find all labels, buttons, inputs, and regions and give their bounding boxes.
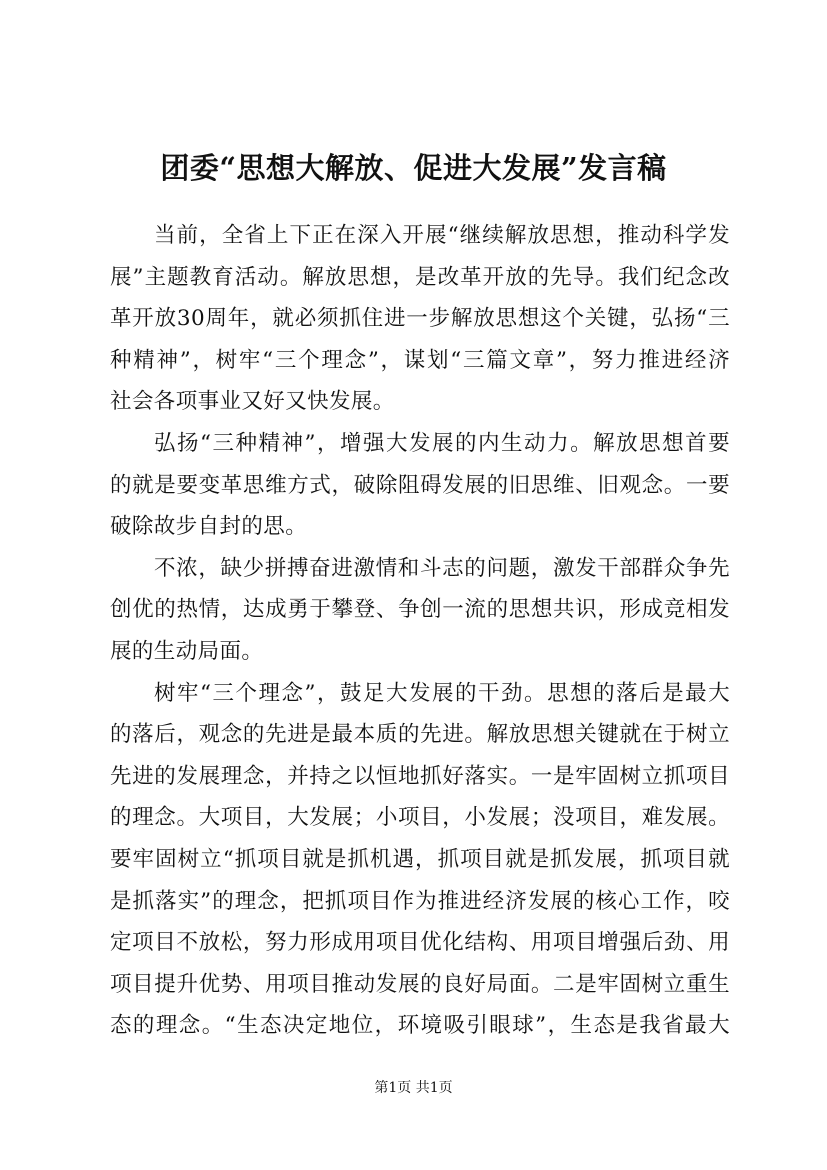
- text-line: 不浓，缺少拼搏奋进激情和斗志的问题，激发干部群众争先: [154, 555, 730, 581]
- text-line: 要牢固树立“抓项目就是抓机遇，抓项目就是抓发展，抓项目就: [110, 846, 730, 872]
- text-line: 革开放30周年，就必须抓住进一步解放思想这个关键，弘扬“三: [110, 306, 730, 332]
- text-line: 定项目不放松，努力形成用项目优化结构、用项目增强后劲、用: [110, 930, 730, 956]
- text-line: 是抓落实”的理念，把抓项目作为推进经济发展的核心工作，咬: [110, 888, 730, 914]
- text-line: 的就是要变革思维方式，破除阻碍发展的旧思维、旧观念。一要: [110, 472, 730, 498]
- text-line: 态的理念。“生态决定地位，环境吸引眼球”，生态是我省最大: [110, 1013, 730, 1039]
- text-line: 展的生动局面。: [110, 638, 264, 664]
- body-text: [110, 215, 730, 1047]
- page-footer: 第1页 共1页: [374, 1080, 453, 1096]
- text-line: 种精神”，树牢“三个理念”，谋划“三篇文章”，努力推进经济: [110, 347, 730, 373]
- text-line: 社会各项事业又好又快发展。: [110, 389, 395, 415]
- text-line: 弘扬“三种精神”，增强大发展的内生动力。解放思想首要: [154, 430, 730, 456]
- text-line: 当前，全省上下正在深入开展“继续解放思想，推动科学发: [154, 223, 730, 248]
- text-line: 的理念。大项目，大发展；小项目，小发展；没项目，难发展。: [110, 805, 730, 831]
- text-line: 树牢“三个理念”，鼓足大发展的干劲。思想的落后是最大: [154, 680, 730, 706]
- page-title: 团委“思想大解放、促进大发展”发言稿: [160, 151, 667, 185]
- text-line: 项目提升优势、用项目推动发展的良好局面。二是牢固树立重生: [110, 971, 730, 997]
- text-line: 破除故步自封的思。: [110, 514, 308, 540]
- text-line: 先进的发展理念，并持之以恒地抓好落实。一是牢固树立抓项目: [110, 763, 730, 789]
- text-line: 的落后，观念的先进是最本质的先进。解放思想关键就在于树立: [110, 722, 730, 748]
- text-line: 创优的热情，达成勇于攀登、争创一流的思想共识，形成竞相发: [110, 597, 730, 623]
- text-line: 展”主题教育活动。解放思想，是改革开放的先导。我们纪念改: [110, 264, 730, 290]
